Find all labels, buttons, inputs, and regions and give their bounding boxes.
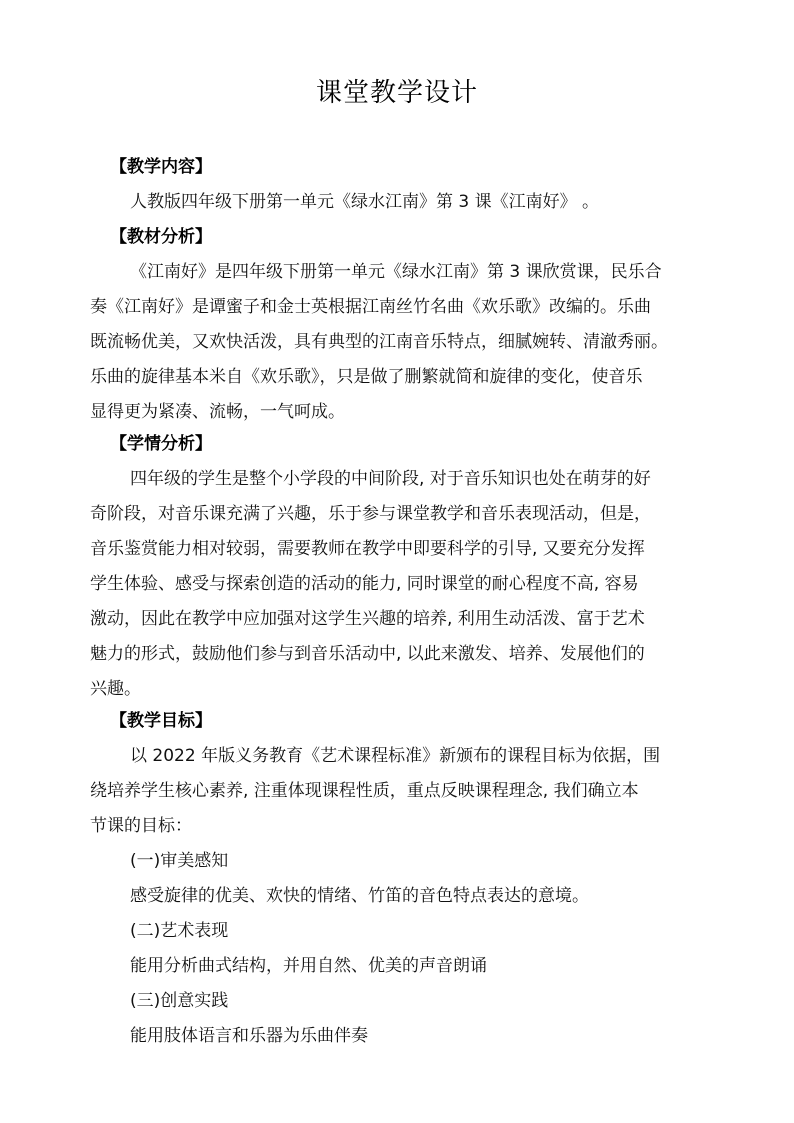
page-title: 课堂教学设计 [315,78,478,108]
goals-line: 绕培养学生核心素养, 注重体现课程性质，重点反映课程理念, 我们确立本 [90,781,639,801]
heading-teaching-goals: 【教学目标】 [110,711,212,731]
material-line: 显得更为紧凑、流畅，一气呵成。 [90,402,345,422]
material-line: 乐曲的旋律基本米自《欢乐歌》，只是做了删繁就简和旋律的变化，使音乐 [90,367,643,387]
student-line: 兴趣。 [90,679,141,699]
heading-student-analysis: 【学情分析】 [110,434,212,454]
student-line: 奇阶段，对音乐课充满了兴趣，乐于参与课堂教学和音乐表现活动，但是， [90,504,651,524]
heading-teaching-content: 【教学内容】 [110,157,212,177]
goal-text-aesthetic: 感受旋律的优美、欢快的情绪、竹笛的音色特点表达的意境。 [130,886,589,906]
student-line: 激动，因此在教学中应加强对这学生兴趣的培养, 利用生动活泼、富于艺术 [90,609,645,629]
material-line: 奏《江南好》是谭蜜子和金士英根据江南丝竹名曲《欢乐歌》改编的。乐曲 [90,297,651,317]
material-line: 既流畅优美，又欢快活泼，具有典型的江南音乐特点，细腻婉转、清澈秀丽。 [90,332,668,352]
goal-label-expression: (二)艺术表现 [130,921,229,941]
goals-line: 以 2022 年版义务教育《艺术课程标准》新颁布的课程目标为依据，围 [130,746,661,766]
goal-text-expression: 能用分析曲式结构，并用自然、优美的声音朗诵 [130,956,487,976]
student-line: 四年级的学生是整个小学段的中间阶段, 对于音乐知识也处在萌芽的好 [130,469,651,489]
student-line: 音乐鉴赏能力相对较弱，需要教师在教学中即要科学的引导, 又要充分发挥 [90,539,645,559]
student-line: 学生体验、感受与探索创造的活动的能力, 同时课堂的耐心程度不高, 容易 [90,574,639,594]
goals-line: 节课的目标： [90,816,192,836]
heading-material-analysis: 【教材分析】 [110,227,212,247]
goal-text-practice: 能用肢体语言和乐器为乐曲伴奏 [130,1026,368,1046]
content-line: 人教版四年级下册第一单元《绿水江南》第 3 课《江南好》 。 [130,192,600,212]
material-line: 《江南好》是四年级下册第一单元《绿水江南》第 3 课欣赏课，民乐合 [130,262,662,282]
student-line: 魅力的形式，鼓励他们参与到音乐活动中, 以此来激发、培养、发展他们的 [90,644,645,664]
goal-label-practice: (三)创意实践 [130,991,229,1011]
goal-label-aesthetic: (一)审美感知 [130,851,229,871]
